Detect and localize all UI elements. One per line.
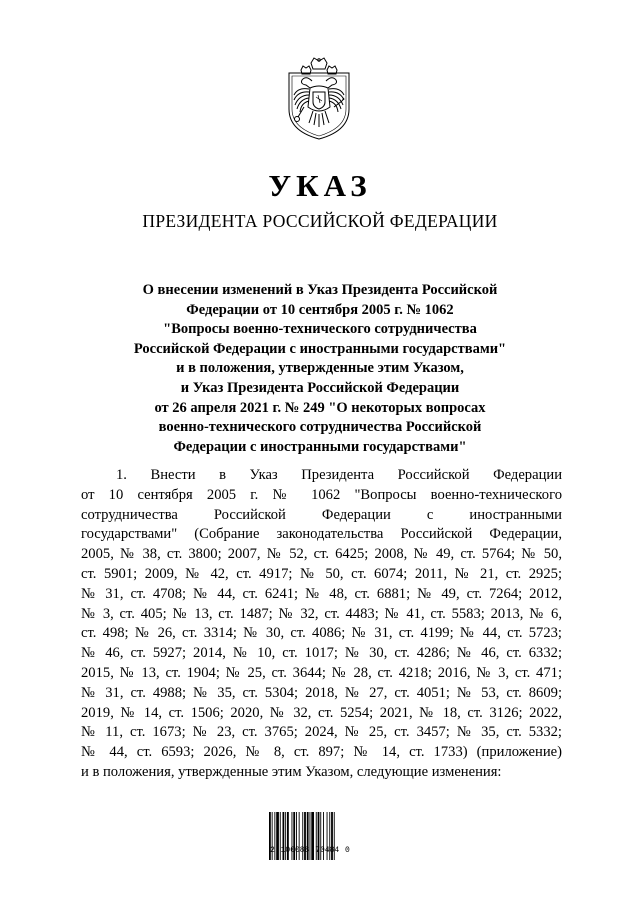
heading-line: военно-технического сотрудничества Российской	[158, 419, 482, 436]
heading-line: "Вопросы военно-технического сотрудничества	[163, 321, 477, 338]
body-line: № 31, ст. 4708; № 44, ст. 6241; № 48, ст. 6881; № 49, ст. 7264; 2012,	[81, 585, 562, 602]
body-line: 2005, № 38, ст. 3800; 2007, № 52, ст. 6425; 2008, № 49, ст. 5764; № 50,	[81, 546, 562, 563]
heading-line: и в положения, утвержденные этим Указом,	[176, 360, 464, 377]
body-line: № 11, ст. 1673; № 23, ст. 3765; 2024, № 25, ст. 3457; № 35, ст. 5332;	[81, 724, 562, 741]
body-line: № 31, ст. 4988; № 35, ст. 5304; 2018, № 27, ст. 4051; № 53, ст. 8609;	[81, 684, 562, 701]
body-line: 2019, № 14, ст. 1506; 2020, № 32, ст. 5254; 2021, № 18, ст. 3126; 2022,	[81, 704, 562, 721]
body-line: ст. 5901; 2009, № 42, ст. 4917; № 50, ст. 6074; 2011, № 21, ст. 2925;	[81, 565, 562, 582]
body-line: № 46, ст. 5927; 2014, № 10, ст. 1017; № 30, ст. 4286; № 46, ст. 6332;	[81, 645, 562, 662]
heading-line: Российской Федерации с иностранными государствами"	[133, 340, 507, 357]
heading-line: О внесении изменений в Указ Президента Российской	[142, 282, 498, 298]
body-line: № 44, ст. 6593; 2026, № 8, ст. 897; № 14, ст. 1733) (приложение)	[81, 744, 562, 761]
body-line: ст. 498; № 26, ст. 3314; № 30, ст. 4086; № 31, ст. 4199; № 44, ст. 5723;	[81, 625, 562, 642]
document-subtitle: ПРЕЗИДЕНТА РОССИЙСКОЙ ФЕДЕРАЦИИ	[142, 211, 498, 231]
document-title: УКАЗ	[268, 168, 372, 203]
body-line: и в положения, утвержденные этим Указом, следующие изменения:	[81, 763, 502, 780]
heading-line: Федерации от 10 сентября 2005 г. № 1062	[186, 301, 454, 318]
body-line: государствами" (Собрание законодательства Российской Федерации,	[81, 526, 562, 543]
heading-line: Федерации с иностранными государствами"	[173, 438, 467, 455]
decree-heading	[90, 281, 550, 457]
body-line: 1. Внести в Указ Президента Российской Федерации	[116, 467, 562, 483]
barcode-number: 2 100088 70484 0	[270, 846, 350, 855]
heading-line: и Указ Президента Российской Федерации	[180, 379, 460, 396]
body-line: № 3, ст. 405; № 13, ст. 1487; № 32, ст. 4483; № 41, ст. 5583; 2013, № 6,	[81, 605, 562, 622]
coat-of-arms-icon	[276, 57, 362, 141]
body-line: 2015, № 13, ст. 1904; № 25, ст. 3644; № 28, ст. 4218; 2016, № 3, ст. 471;	[81, 664, 562, 681]
decree-paragraph-1	[81, 466, 562, 783]
body-line: сотрудничества Российской Федерации с иностранными	[81, 506, 562, 523]
body-line: от 10 сентября 2005 г. № 1062 "Вопросы военно-технического	[81, 486, 562, 503]
heading-line: от 26 апреля 2021 г. № 249 "О некоторых вопросах	[154, 399, 486, 416]
